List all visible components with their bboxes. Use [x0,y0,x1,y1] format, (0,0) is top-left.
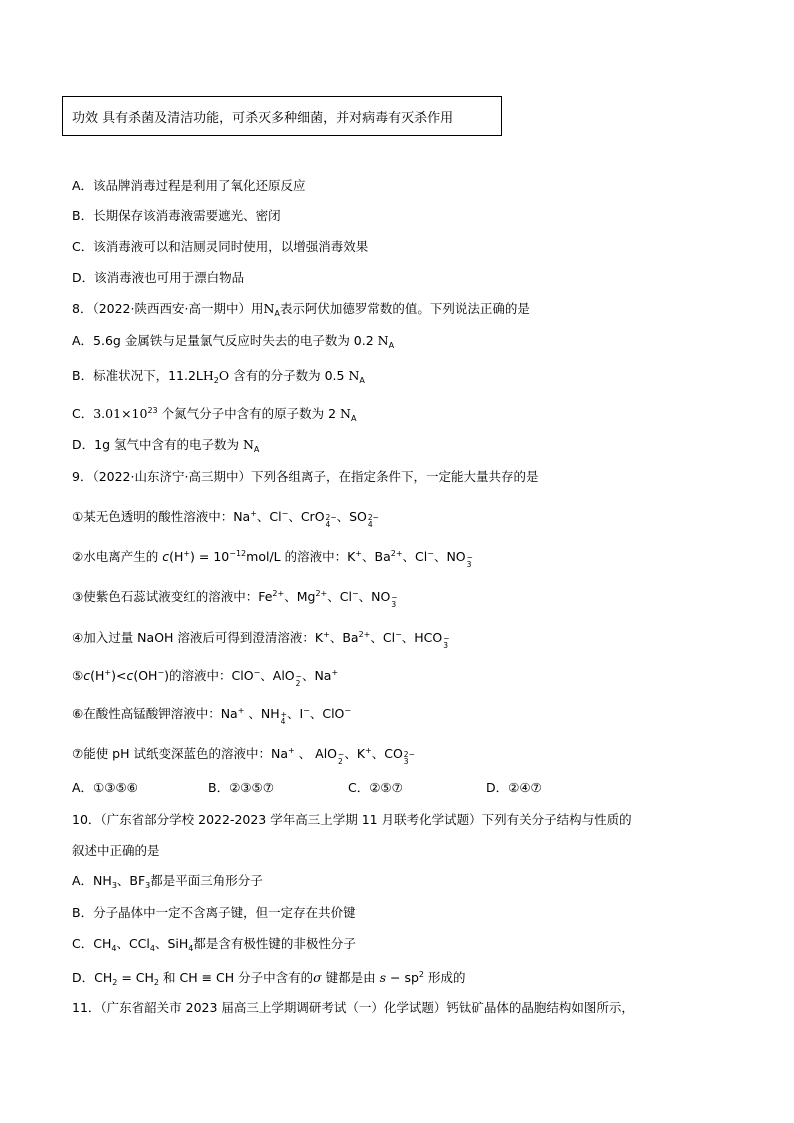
q9-item-4: ④加入过量 NaOH 溶液后可得到澄清溶液：K+、$Ba^{2+}$、Cl−、HCO − 3 [72,630,450,650]
effect-box [62,96,502,136]
q9-item-6: ⑥在酸性高锰酸钾溶液中：Na+ 、NH + 4 、I−、ClO− [72,706,352,726]
q7-option-c: C．该消毒液可以和洁厕灵同时使用，以增强消毒效果 [72,239,369,254]
q9-stem: 9．（2022·山东济宁·高三期中）下列各组离子，在指定条件下，一定能大量共存的是 [72,469,539,484]
q10-option-a: A．$NH_3$、$BF_3$都是平面三角形分子 [72,873,263,890]
q8-option-c: C．$3.01\times 10^{23}$ 个氮气分子中含有的原子数为 2 $N_A$ [72,406,357,423]
effect-text: 功效 具有杀菌及清洁功能，可杀灭多种细菌，并对病毒有灭杀作用 [72,110,454,126]
q8-option-a: A．5.6g 金属铁与足量氯气反应时失去的电子数为 0.2 $N_A$ [72,333,395,350]
q8-stem: 8．（2022·陕西西安·高一期中）用$N_A$表示阿伏加德罗常数的值。下列说法正确的是 [72,301,530,318]
q8-option-d: D．1g 氢气中含有的电子数为 $N_A$ [72,437,260,454]
q9-options [72,779,542,797]
q9-option-c: C．②⑤⑦ [348,780,403,795]
q7-option-d: D．该消毒液也可用于漂白物品 [72,270,245,285]
q9-option-d: D．②④⑦ [486,780,542,795]
q10-option-b: B．分子晶体中一定不含离子键，但一定存在共价键 [72,905,356,920]
q9-option-b: B．②③⑤⑦ [208,780,274,795]
q7-option-b: B．长期保存该消毒液需要遮光、密闭 [72,208,281,223]
q9-item-1: ①某无色透明的酸性溶液中：Na+、Cl−、CrO 2− 4 、SO 2− 4 [72,509,379,529]
q10-option-d: D．$CH_2 = CH_2$ 和 CH ≡ CH 分子中含有的σ 键都是由 $s - sp^2$ 形成的 [72,970,466,987]
q9-item-5: ⑤c(H+)<c(OH−)的溶液中：ClO−、AlO − 2 、Na+ [72,668,339,688]
q9-item-3: ③使紫色石蕊试液变红的溶液中：$Fe^{2+}$、$Mg^{2+}$、Cl−、NO − 3 [72,589,398,609]
q9-option-a: A．①③⑤⑥ [72,780,138,795]
q8-option-b: B．标准状况下，$11.2LH_2O$ 含有的分子数为 0.5 $N_A$ [72,368,365,385]
q10-option-c: C．$CH_4$、CCl$_4$、SiH$_4$都是含有极性键的非极性分子 [72,936,356,953]
q7-option-a: A．该品牌消毒过程是利用了氧化还原反应 [72,178,306,193]
q11-stem: 11．（广东省韶关市 2023 届高三上学期调研考试（一）化学试题）钙钛矿晶体的晶胞结构如图所示， [72,1000,634,1015]
q9-item-2: ②水电离产生的 $c(H^+) = 10^{-12}mol/L$ 的溶液中：K+、$Ba^{2+}$、Cl−、NO − 3 [72,549,473,569]
q10-stem-line-2: 叙述中正确的是 [72,843,160,858]
q9-item-7: ⑦能使 pH 试纸变深蓝色的溶液中：Na+ 、 AlO − 2 、K+、CO 2− 3 [72,746,415,766]
q10-stem-line-1: 10．（广东省部分学校 2022-2023 学年高三上学期 11 月联考化学试题）下列有关分子结构与性质的 [72,812,632,827]
